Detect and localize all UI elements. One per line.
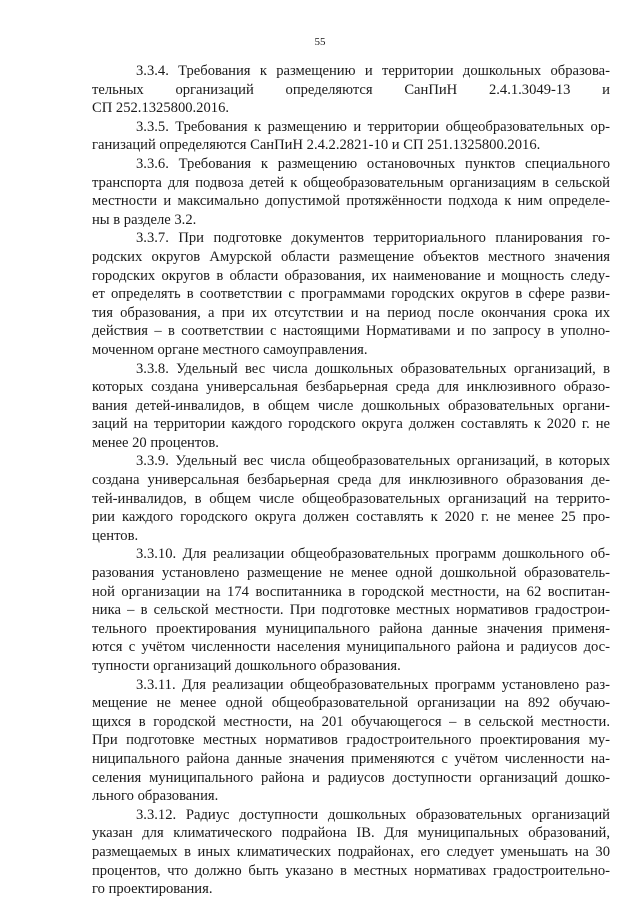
- text-line: 3.3.9. Удельный вес числа общеобразовательных организаций, в которых: [136, 453, 610, 470]
- text-line: размещаемых в иных климатических подрайонах, его следует уменьшать на 30: [92, 843, 610, 860]
- text-line: 3.3.10. Для реализации общеобразовательных программ дошкольного об-: [136, 546, 610, 563]
- text-line: ет определять в соответствии с программами городских округов в сфере разви-: [92, 286, 610, 303]
- text-line: указан для климатического подрайона IB. Для муниципальных образований,: [92, 825, 610, 842]
- text-line: 3.3.8. Удельный вес числа дошкольных образовательных организаций, в: [136, 360, 610, 377]
- text-line: тельного проектирования муниципального района данные значения применя-: [92, 620, 610, 637]
- text-line: мещение не менее одной общеобразовательной организации на 892 обучаю-: [92, 695, 610, 712]
- text-line: ника – в сельской местности. При подготовке местных нормативов градострои-: [92, 602, 610, 619]
- text-line: ны в разделе 3.2.: [92, 211, 197, 228]
- paragraph-3-3-7: [92, 229, 610, 359]
- text-line: городских округов в области образования, их наименование и мощность следу-: [92, 267, 610, 284]
- text-line: 3.3.7. При подготовке документов территориального планирования го-: [136, 230, 610, 247]
- paragraph-3-3-4: [92, 62, 610, 118]
- text-line: вания детей-инвалидов, в общем числе дошкольных образовательных органи-: [92, 397, 610, 414]
- text-line: моченном органе местного самоуправления.: [92, 341, 368, 358]
- text-line: льного образования.: [92, 788, 219, 805]
- text-line: ются с учётом численности населения муниципального района и радиусов дос-: [92, 639, 610, 656]
- text-line: 3.3.6. Требования к размещению остановочных пунктов специального: [136, 155, 610, 172]
- text-line: которых создана универсальная безбарьерная среда для инклюзивного образо-: [92, 379, 610, 396]
- text-line: ной организации на 174 воспитанника в городской местности, на 62 воспитан-: [92, 583, 610, 600]
- document-body: [92, 62, 610, 899]
- text-line: рии каждого городского округа должен составлять к 2020 г. не менее 25 про-: [92, 509, 610, 526]
- text-line: тельных организаций определяются СанПиН 2.4.1.3049-13 и: [92, 81, 610, 98]
- text-line: 3.3.5. Требования к размещению и территории общеобразовательных ор-: [136, 118, 610, 135]
- paragraph-3-3-5: [92, 118, 610, 155]
- paragraph-3-3-8: [92, 360, 610, 453]
- text-line: заций на территории каждого городского округа должен составлять к 2020 г. не: [92, 416, 610, 433]
- text-line: местности и максимально допустимой протяжённости подхода к ним определе-: [92, 193, 610, 210]
- text-line: 3.3.11. Для реализации общеобразовательных программ установлено раз-: [136, 676, 610, 693]
- paragraph-3-3-11: [92, 676, 610, 806]
- text-line: менее 20 процентов.: [92, 434, 219, 451]
- text-line: щихся в городской местности, на 201 обучающегося – в сельской местности.: [92, 713, 610, 730]
- paragraph-3-3-10: [92, 545, 610, 675]
- text-line: центов.: [92, 527, 139, 544]
- text-line: действия – в соответствии с настоящими Нормативами и по запросу в уполно-: [92, 323, 610, 340]
- text-line: СП 252.1325800.2016.: [92, 100, 230, 117]
- text-line: процентов, что должно быть указано в местных нормативах градостроительно-: [92, 862, 610, 879]
- paragraph-3-3-12: [92, 806, 610, 899]
- text-line: тей-инвалидов, в общем числе общеобразовательных организаций на террито-: [92, 490, 610, 507]
- text-line: 3.3.12. Радиус доступности дошкольных образовательных организаций: [136, 806, 610, 823]
- text-line: создана универсальная безбарьерная среда для инклюзивного образования де-: [92, 472, 610, 489]
- text-line: При подготовке местных нормативов градостроительного проектирования му-: [92, 732, 610, 749]
- text-line: ниципального района данные значения применяются с учётом численности на-: [92, 750, 610, 767]
- text-line: транспорта для подвоза детей к общеобразовательным организациям в сельской: [92, 174, 610, 191]
- paragraph-3-3-9: [92, 452, 610, 545]
- text-line: ганизаций определяются СанПиН 2.4.2.2821-10 и СП 251.1325800.2016.: [92, 137, 541, 154]
- text-line: разования установлено размещение не менее одной дошкольной образователь-: [92, 565, 610, 582]
- text-line: тупности организаций дошкольного образования.: [92, 658, 401, 674]
- text-line: родских округов Амурской области размещение объектов местного значения: [92, 248, 610, 265]
- paragraph-3-3-6: [92, 155, 610, 229]
- text-line: 3.3.4. Требования к размещению и территории дошкольных образова-: [136, 63, 610, 79]
- text-line: го проектирования.: [92, 881, 213, 898]
- text-line: селения муниципального района и радиусов доступности организаций дошко-: [92, 769, 610, 786]
- text-line: тия образования, а при их отсутствии и на период после окончания срока их: [92, 304, 610, 321]
- page-number: 55: [314, 36, 326, 48]
